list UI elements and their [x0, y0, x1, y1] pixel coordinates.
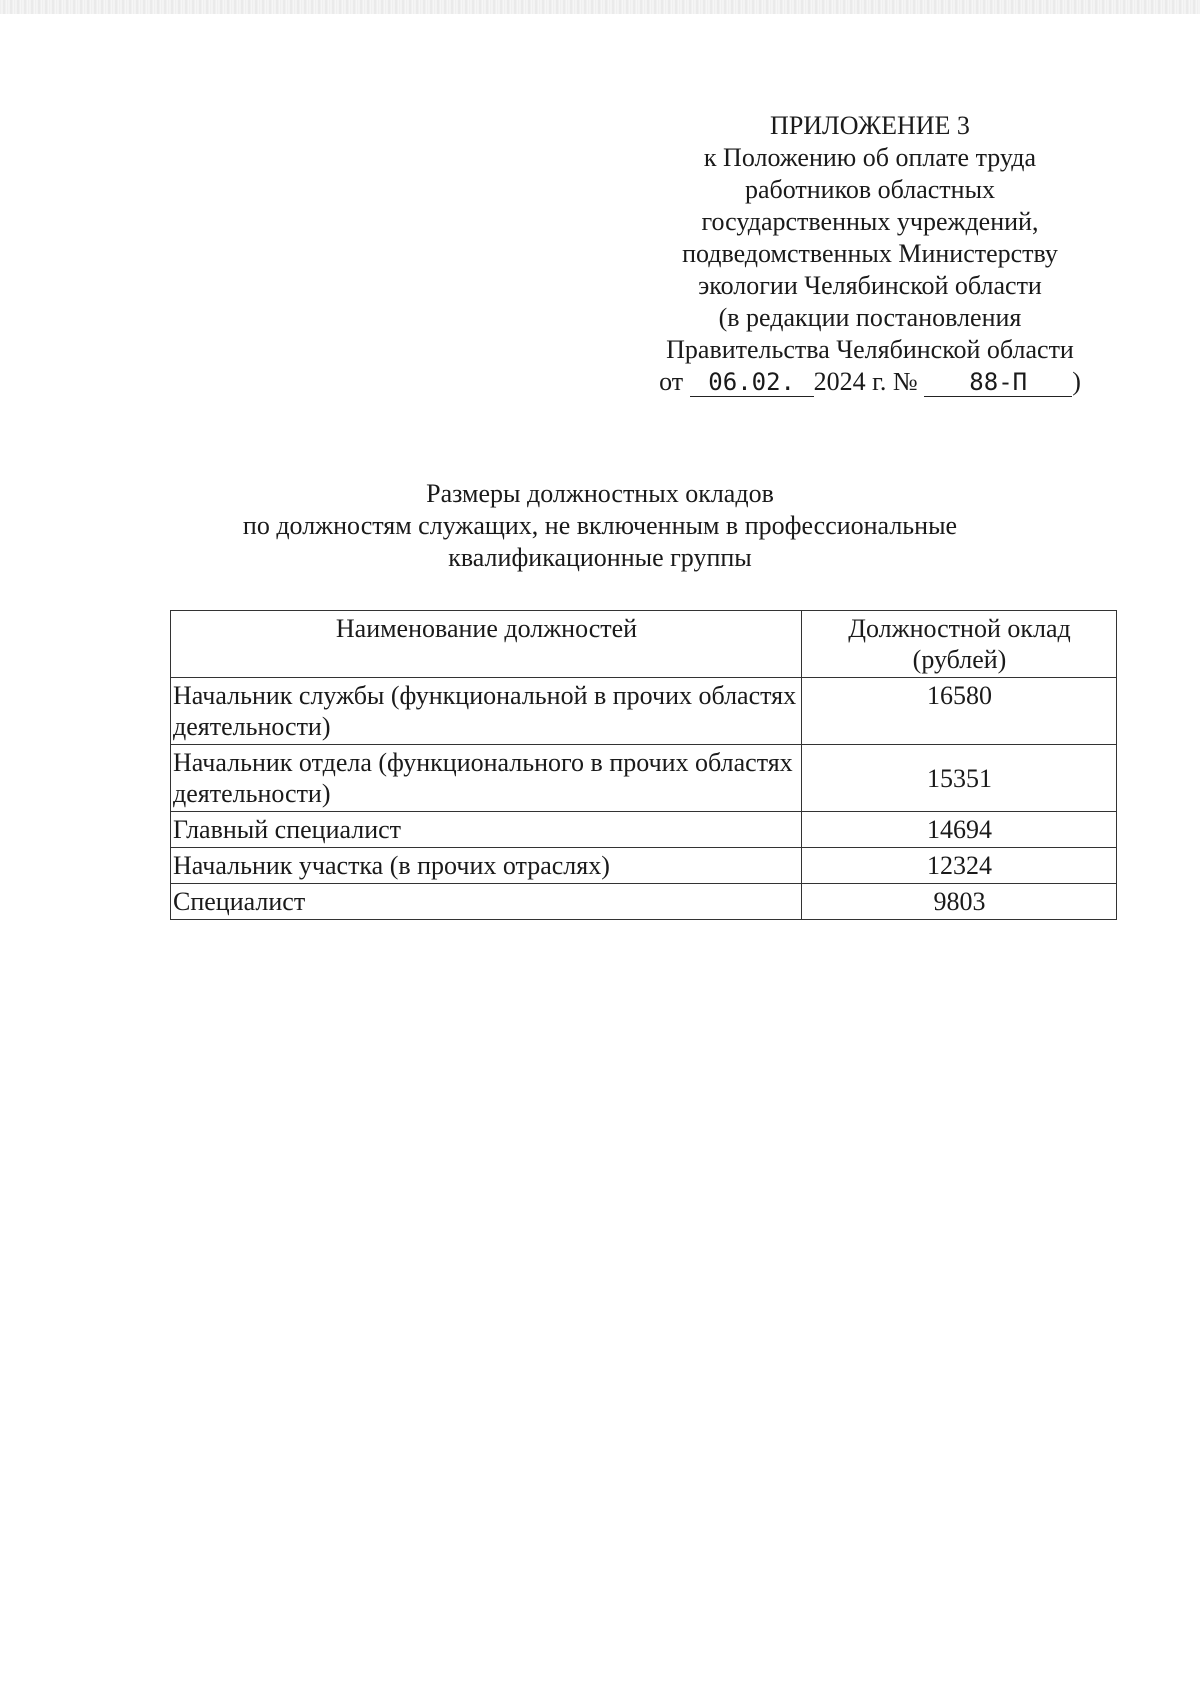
- salary-cell: 15351: [802, 745, 1117, 812]
- date-prefix: от: [659, 367, 684, 396]
- appendix-line: работников областных: [744, 175, 996, 204]
- position-name-cell: Начальник участка (в прочих отраслях): [171, 848, 802, 884]
- salary-cell: 16580: [802, 678, 1117, 745]
- resolution-date-line: [640, 366, 1100, 398]
- title-line: по должностям служащих, не включенным в профессиональные: [242, 511, 958, 540]
- table-row: [171, 884, 1117, 920]
- salary-cell: 9803: [802, 884, 1117, 920]
- position-name-cell: Начальник службы (функциональной в прочих областях деятельности): [171, 678, 802, 745]
- resolution-number-field: 88-П: [924, 368, 1072, 397]
- table-row: [171, 812, 1117, 848]
- table-row: [171, 745, 1117, 812]
- title-line: Размеры должностных окладов: [426, 479, 774, 508]
- table-header-row: [171, 611, 1117, 678]
- title-line: квалификационные группы: [448, 543, 752, 572]
- column-header-position: Наименование должностей: [171, 611, 802, 678]
- salary-cell: 12324: [802, 848, 1117, 884]
- appendix-line: к Положению об оплате труда: [703, 143, 1037, 172]
- column-header-salary: Должностной оклад (рублей): [802, 611, 1117, 678]
- salary-cell: 14694: [802, 812, 1117, 848]
- closing-paren: ): [1072, 367, 1081, 396]
- document-title: [150, 478, 1050, 574]
- scan-border: [0, 0, 1200, 14]
- position-name-cell: Начальник отдела (функционального в прочих областях деятельности): [171, 745, 802, 812]
- appendix-line: Правительства Челябинской области: [666, 335, 1074, 364]
- appendix-line: подведомственных Министерству: [682, 239, 1058, 268]
- year-text: 2024 г. №: [813, 367, 918, 396]
- resolution-date-field: 06.02.: [690, 368, 814, 397]
- position-name-cell: Специалист: [171, 884, 802, 920]
- appendix-line: экологии Челябинской области: [698, 271, 1042, 300]
- appendix-header: [640, 110, 1100, 398]
- appendix-line: (в редакции постановления: [718, 303, 1022, 332]
- appendix-line: государственных учреждений,: [701, 207, 1039, 236]
- position-name-cell: Главный специалист: [171, 812, 802, 848]
- table-row: [171, 848, 1117, 884]
- salary-table: [170, 610, 1117, 920]
- table-row: [171, 678, 1117, 745]
- appendix-title: ПРИЛОЖЕНИЕ 3: [770, 111, 970, 140]
